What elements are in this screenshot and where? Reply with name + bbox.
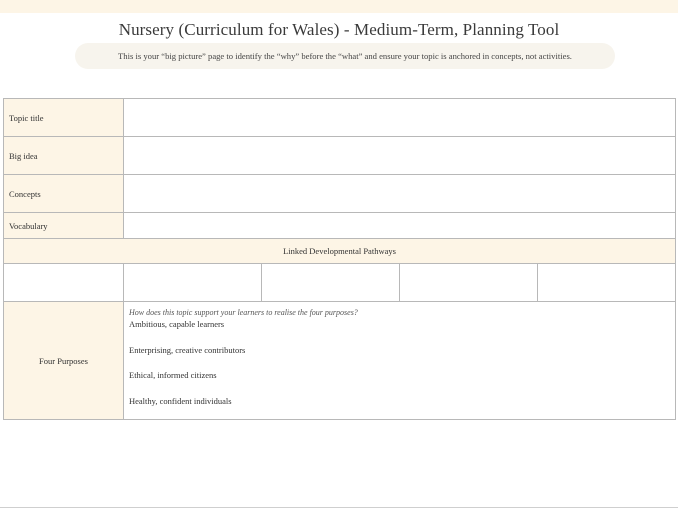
concepts-field[interactable] bbox=[124, 175, 676, 213]
four-purposes-question: How does this topic support your learners to realise the four purposes? bbox=[129, 308, 358, 317]
big-idea-field[interactable] bbox=[124, 137, 676, 175]
table-row-concepts bbox=[4, 175, 676, 213]
page-title: Nursery (Curriculum for Wales) - Medium-Term, Planning Tool bbox=[118, 20, 560, 39]
purpose-item: Healthy, confident individuals bbox=[129, 395, 232, 406]
table-row-linked-header bbox=[4, 239, 676, 264]
concepts-label: Concepts bbox=[4, 175, 124, 213]
table-row-linked-pathways bbox=[4, 264, 676, 302]
linked-pathway-cell[interactable] bbox=[262, 264, 400, 302]
purpose-item: Enterprising, creative contributors bbox=[129, 344, 246, 355]
top-band bbox=[0, 0, 678, 13]
table-row-four-purposes bbox=[4, 302, 676, 420]
linked-pathways-header: Linked Developmental Pathways bbox=[4, 239, 676, 264]
linked-pathway-cell[interactable] bbox=[538, 264, 676, 302]
vocabulary-field[interactable] bbox=[124, 213, 676, 239]
linked-pathway-cell[interactable] bbox=[124, 264, 262, 302]
four-purposes-field[interactable] bbox=[124, 302, 676, 420]
four-purposes-label: Four Purposes bbox=[4, 302, 124, 420]
vocabulary-label: Vocabulary bbox=[4, 213, 124, 239]
linked-pathway-cell[interactable] bbox=[4, 264, 124, 302]
topic-title-field[interactable] bbox=[124, 99, 676, 137]
table-row-topic-title bbox=[4, 99, 676, 137]
big-idea-label: Big idea bbox=[4, 137, 124, 175]
purpose-item: Ethical, informed citizens bbox=[129, 370, 217, 380]
bottom-divider bbox=[0, 507, 678, 508]
table-row-vocabulary bbox=[4, 213, 676, 239]
subtitle-banner: This is your “big picture” page to identify the “why” before the “what” and ensure your topic is anchored in concepts, not activities. bbox=[75, 43, 615, 69]
linked-pathway-cell[interactable] bbox=[400, 264, 538, 302]
topic-title-label: Topic title bbox=[4, 99, 124, 137]
table-row-big-idea bbox=[4, 137, 676, 175]
planning-table bbox=[3, 98, 676, 420]
purpose-item: Ambitious, capable learners bbox=[129, 319, 225, 329]
